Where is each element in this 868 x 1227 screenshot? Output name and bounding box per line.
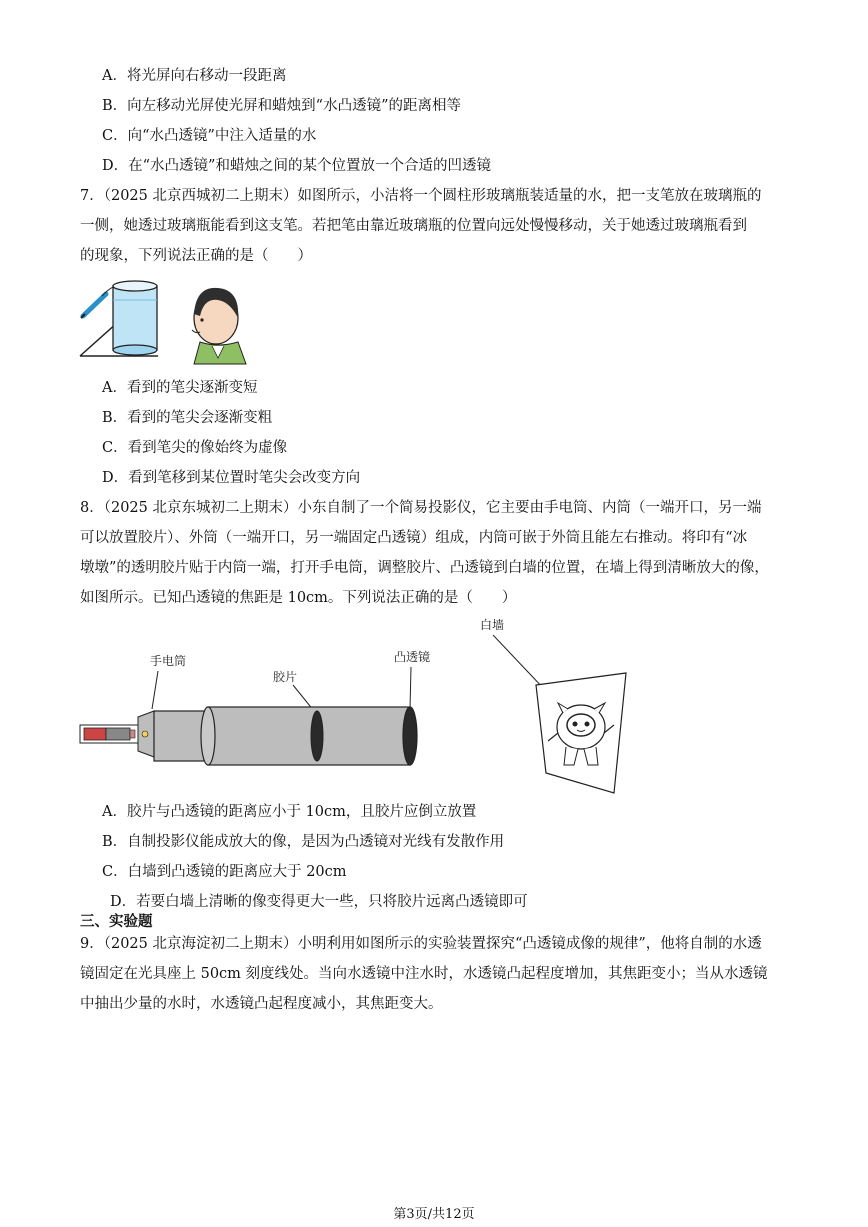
section-title-experiment: 三、实验题	[80, 913, 153, 930]
q6-option-d: D．在“水凸透镜”和蜡烛之间的某个位置放一个合适的凹透镜	[102, 158, 491, 174]
q7-stem-line-2: 一侧，她透过玻璃瓶能看到这支笔。若把笔由靠近玻璃瓶的位置向远处慢慢移动，关于她透过玻璃瓶看到	[80, 218, 747, 234]
q8-option-d: D．若要白墙上清晰的像变得更大一些，只将胶片远离凸透镜即可	[110, 894, 528, 910]
label-lens: 凸透镜	[394, 650, 431, 664]
q7-option-a: A．看到的笔尖逐渐变短	[102, 380, 258, 396]
q7-option-b: B．看到的笔尖会逐渐变粗	[102, 410, 273, 426]
q6-option-c: C．向“水凸透镜”中注入适量的水	[102, 128, 317, 144]
q6-option-a: A．将光屏向右移动一段距离	[102, 68, 287, 84]
q8-stem-line-4: 如图所示。已知凸透镜的焦距是 10cm。下列说法正确的是（ ）	[80, 590, 517, 606]
label-wall: 白墙	[480, 618, 505, 632]
q8-option-c: C．白墙到凸透镜的距离应大于 20cm	[102, 864, 347, 880]
q8-option-a: A．胶片与凸透镜的距离应小于 10cm，且胶片应倒立放置	[102, 804, 477, 820]
q8-figure-projector	[78, 615, 638, 805]
label-film: 胶片	[273, 670, 298, 684]
label-flashlight: 手电筒	[150, 654, 187, 668]
q7-stem-line-3: 的现象，下列说法正确的是（ ）	[80, 248, 312, 264]
q7-stem-line-1: 7．（2025 北京西城初二上期末）如图所示，小洁将一个圆柱形玻璃瓶装适量的水，把一支笔放在玻璃瓶的	[80, 188, 762, 204]
page-number: 第3页/共12页	[393, 1207, 475, 1222]
q7-option-c: C．看到笔尖的像始终为虚像	[102, 440, 288, 456]
q9-stem-line-3: 中抽出少量的水时，水透镜凸起程度减小，其焦距变大。	[80, 996, 443, 1012]
q8-stem-line-2: 可以放置胶片）、外筒（一端开口，另一端固定凸透镜）组成，内筒可嵌于外筒且能左右推动。将印有“冰	[80, 530, 748, 546]
q9-stem-line-1: 9．（2025 北京海淀初二上期末）小明利用如图所示的实验装置探究“凸透镜成像的规律”，他将自制的水透	[80, 936, 762, 952]
q7-option-d: D．看到笔移到某位置时笔尖会改变方向	[102, 470, 361, 486]
q8-stem-line-1: 8．（2025 北京东城初二上期末）小东自制了一个简易投影仪，它主要由手电筒、内筒（一端开口，另一端	[80, 500, 762, 516]
q8-option-b: B．自制投影仪能成放大的像，是因为凸透镜对光线有发散作用	[102, 834, 505, 850]
q9-stem-line-2: 镜固定在光具座上 50cm 刻度线处。当向水透镜中注水时，水透镜凸起程度增加，其焦距变小；当从水透镜	[80, 966, 768, 982]
q6-option-b: B．向左移动光屏使光屏和蜡烛到“水凸透镜”的距离相等	[102, 98, 461, 114]
q7-figure-bottle-and-girl	[78, 276, 253, 366]
q8-stem-line-3: 墩墩”的透明胶片贴于内筒一端，打开手电筒，调整胶片、凸透镜到白墙的位置，在墙上得到清晰放大的像，	[80, 560, 769, 576]
